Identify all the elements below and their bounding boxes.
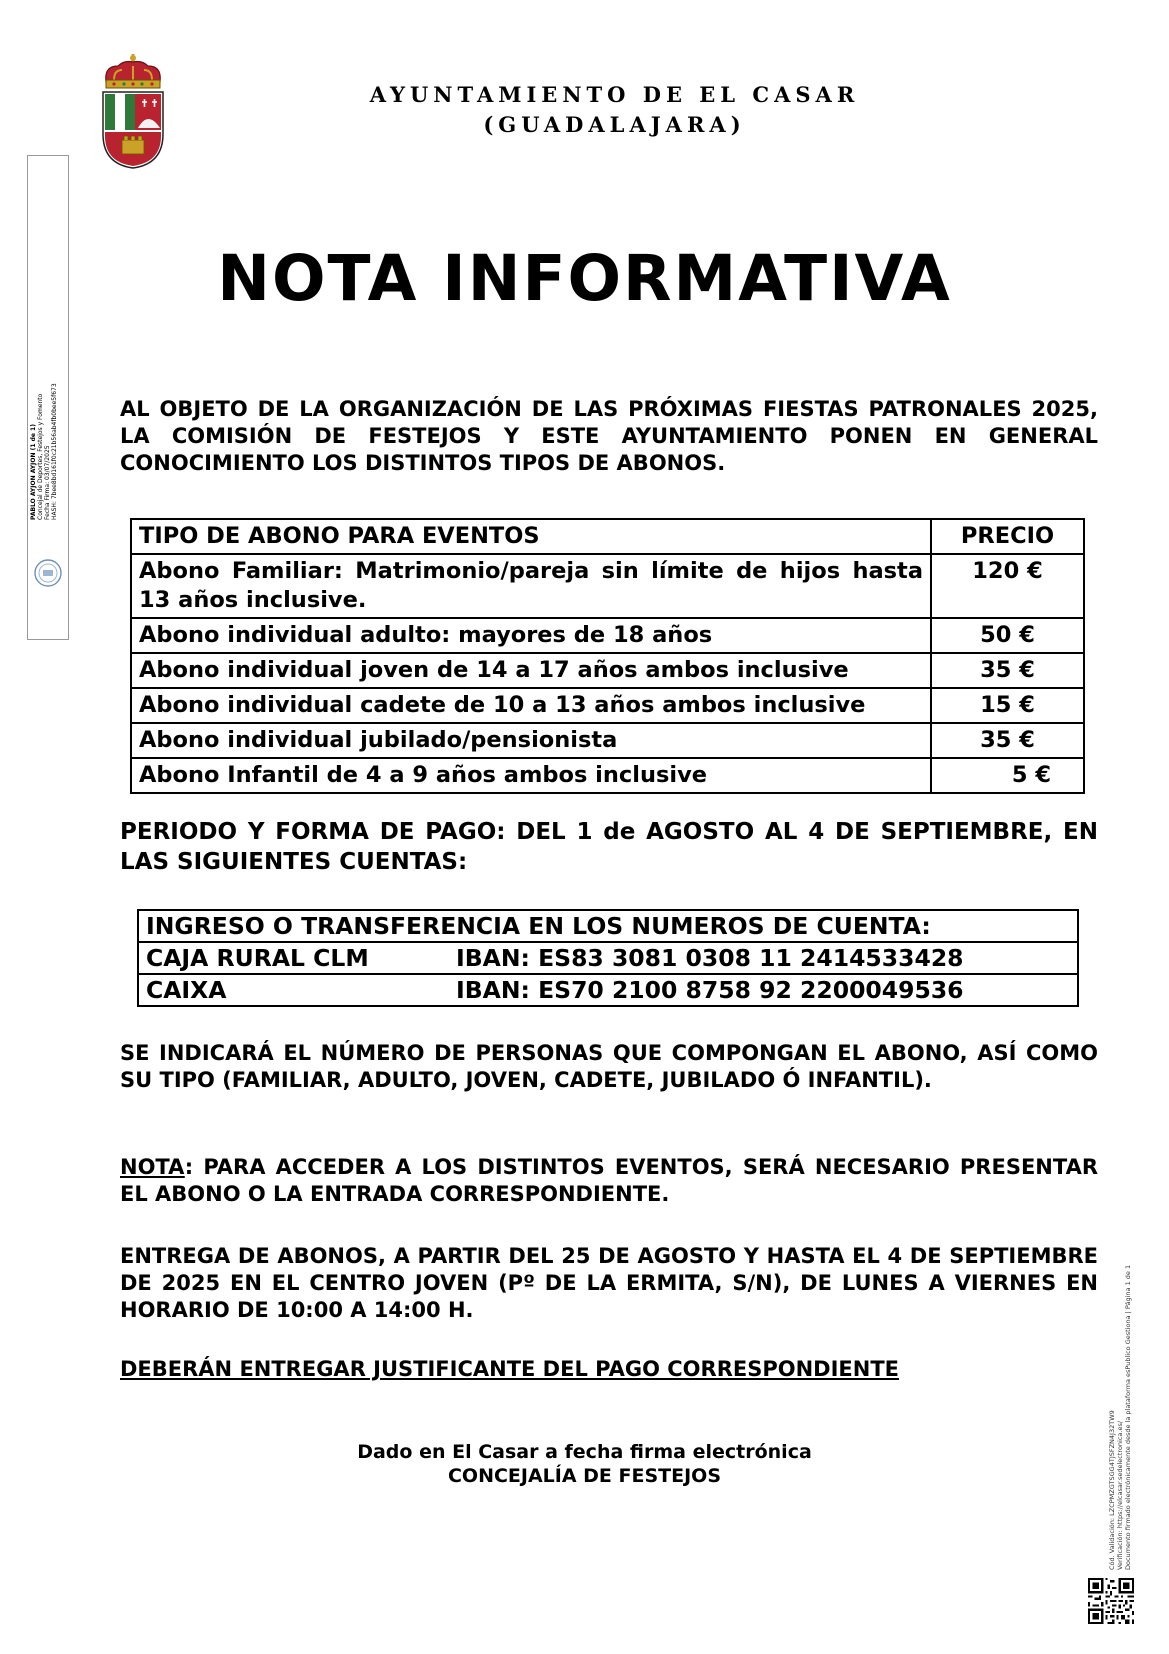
abono-precio: 35 € [931, 653, 1084, 688]
stamp-hash: HASH: 7bee8bd161f0c21b56ab4fb0bee5f673 [51, 383, 58, 520]
stamp-role: Concejal de Deportes, Festejos y Fomento [37, 393, 44, 520]
cuentas-header: INGRESO O TRANSFERENCIA EN LOS NUMEROS DE CUENTA: [138, 910, 1078, 942]
validation-code: Cód. Validación: LZCPMZGTSGG4TJSFZN4J32TW9 [1108, 1410, 1116, 1570]
stamp-signer: PABLO AYJON AYJON (1 de 1) [30, 424, 37, 520]
table-row [131, 653, 1084, 688]
deberan-paragraph: DEBERÁN ENTREGAR JUSTIFICANTE DEL PAGO CORRESPONDIENTE [120, 1357, 899, 1381]
signature-stamp-text [30, 370, 58, 520]
table-header-row [138, 910, 1078, 942]
periodo-paragraph: PERIODO Y FORMA DE PAGO: DEL 1 de AGOSTO AL 4 DE SEPTIEMBRE, EN LAS SIGUIENTES CUENTAS: [120, 819, 1098, 875]
nota-label: NOTA [120, 1155, 185, 1179]
indica-paragraph: SE INDICARÁ EL NÚMERO DE PERSONAS QUE COMPONGAN EL ABONO, ASÍ COMO SU TIPO (FAMILIAR, ADULTO, JOVEN, CADETE, JUBILADO Ó INFANTIL). [120, 1041, 1098, 1092]
iban-value: IBAN: ES83 3081 0308 11 2414533428 [456, 944, 964, 972]
validation-note: Documento firmado electrónicamente desde la plataforma esPublico Gestiona | Página 1 de 1 [1124, 1264, 1132, 1570]
abono-precio: 35 € [931, 723, 1084, 758]
abono-tipo: Abono Familiar: Matrimonio/pareja sin límite de hijos hasta 13 años inclusive. [131, 554, 931, 618]
abono-tipo: Abono individual jubilado/pensionista [131, 723, 931, 758]
iban-value: IBAN: ES70 2100 8758 92 2200049536 [456, 976, 964, 1004]
firma-department: CONCEJALÍA DE FESTEJOS [447, 1465, 722, 1487]
table-row [131, 554, 1084, 618]
table-row [138, 942, 1078, 974]
table-row [131, 723, 1084, 758]
cuentas-table [137, 909, 1079, 1007]
nota-paragraph [120, 1154, 1098, 1208]
abono-precio: 120 € [931, 554, 1084, 618]
entrega-paragraph: ENTREGA DE ABONOS, A PARTIR DEL 25 DE AGOSTO Y HASTA EL 4 DE SEPTIEMBRE DE 2025 EN EL CENTRO JOVEN (Pº DE LA ERMITA, S/N), DE LUNES A VIERNES EN HORARIO DE 10:00 A 14:00 H. [120, 1244, 1098, 1322]
abono-tipo: Abono individual adulto: mayores de 18 años [131, 618, 931, 653]
abono-tipo: Abono individual cadete de 10 a 13 años ambos inclusive [131, 688, 931, 723]
validation-margin-text [1108, 1210, 1158, 1570]
firma-line: Dado en El Casar a fecha firma electrónica [357, 1441, 812, 1463]
stamp-date: Fecha Firma: 03/07/2025 [44, 445, 51, 520]
table-row [131, 688, 1084, 723]
cuenta-row [138, 974, 1078, 1006]
signature-block [0, 1440, 1169, 1488]
header-province: (GUADALAJARA) [483, 112, 746, 137]
table-header-row [131, 519, 1084, 554]
validation-url: Verificación: https://elcasar.sedelectronica.es/ [1116, 1420, 1124, 1570]
header-precio: PRECIO [931, 519, 1084, 554]
abono-tipo: Abono Infantil de 4 a 9 años ambos inclusive [131, 758, 931, 793]
page-title: NOTA INFORMATIVA [217, 242, 952, 315]
qr-code-icon[interactable] [1088, 1578, 1134, 1624]
seal-icon [33, 558, 63, 588]
table-row [138, 974, 1078, 1006]
coat-of-arms-icon [100, 52, 166, 170]
table-row [131, 758, 1084, 793]
abono-precio: 50 € [931, 618, 1084, 653]
intro-paragraph: AL OBJETO DE LA ORGANIZACIÓN DE LAS PRÓXIMAS FIESTAS PATRONALES 2025, LA COMISIÓN DE FESTEJOS Y ESTE AYUNTAMIENTO PONEN EN GENERAL CONOCIMIENTO LOS DISTINTOS TIPOS DE ABONOS. [120, 397, 1098, 475]
abono-precio: 15 € [931, 688, 1084, 723]
cuenta-row [138, 942, 1078, 974]
table-row [131, 618, 1084, 653]
abonos-table [130, 518, 1085, 794]
nota-text: : PARA ACCEDER A LOS DISTINTOS EVENTOS, SERÁ NECESARIO PRESENTAR EL ABONO O LA ENTRADA CORRESPONDIENTE. [120, 1155, 1098, 1206]
abono-tipo: Abono individual joven de 14 a 17 años ambos inclusive [131, 653, 931, 688]
bank-name: CAJA RURAL CLM [146, 944, 369, 972]
bank-name: CAIXA [146, 976, 227, 1004]
header-ayuntamiento: AYUNTAMIENTO DE EL CASAR [369, 82, 860, 107]
header-tipo: TIPO DE ABONO PARA EVENTOS [131, 519, 931, 554]
abono-precio: 5 € [931, 758, 1084, 793]
